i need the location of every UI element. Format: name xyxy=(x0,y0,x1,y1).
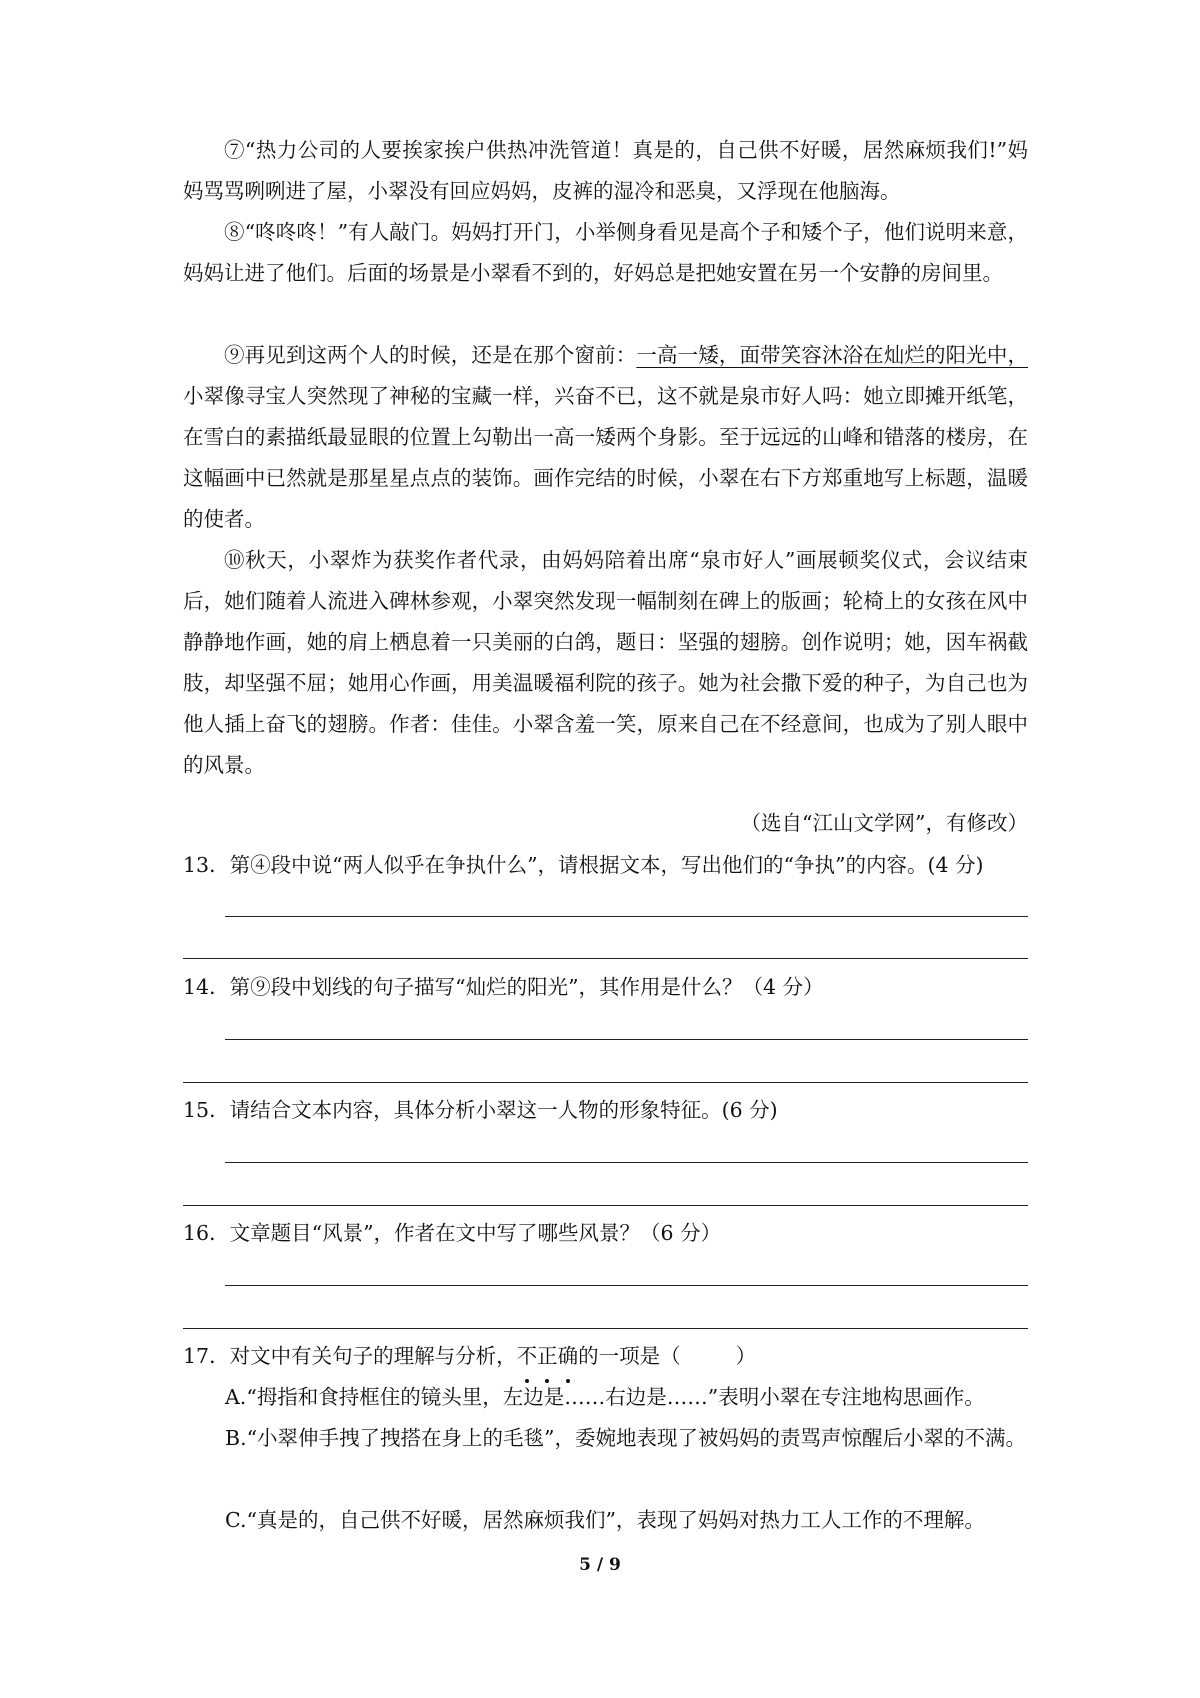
source-citation: （选自“江山文学网”，有修改） xyxy=(740,811,1028,835)
paragraph-9-lead: ⑨再见到这两个人的时候，还是在那个窗前： xyxy=(224,343,637,367)
question-14: 14．第⑨段中划线的句子描写“灿烂的阳光”，其作用是什么？（4 分） xyxy=(183,975,824,999)
paragraph-9 xyxy=(183,335,1028,540)
paragraph-7: ⑦“热力公司的人要挨家挨户供热冲洗管道！真是的，自己供不好暖，居然麻烦我们!”妈妈骂骂咧咧进了屋，小翠没有回应妈妈，皮裤的湿冷和恶臭，又浮现在他脑海。 xyxy=(183,138,1028,203)
question-17-close: ） xyxy=(735,1344,757,1368)
answer-line[interactable] xyxy=(183,1328,1028,1329)
option-c: C.“真是的，自己供不好暖，居然麻烦我们”，表现了妈妈对热力工人工作的不理解。 xyxy=(225,1508,985,1532)
option-a: A.“拇指和食持框住的镜头里，左边是……右边是……”表明小翠在专注地构思画作。 xyxy=(225,1385,985,1409)
answer-line[interactable] xyxy=(183,1082,1028,1083)
answer-line[interactable] xyxy=(183,958,1028,959)
answer-line[interactable] xyxy=(183,1205,1028,1206)
question-17-suffix: 的一项是（ xyxy=(578,1344,681,1368)
underlined-sentence: 一高一矮，面带笑容沐浴在灿烂的阳光中， xyxy=(636,343,1029,367)
question-17 xyxy=(183,1336,756,1377)
question-13: 13．第④段中说“两人似乎在争执什么”，请根据文本，写出他们的“争执”的内容。(4 分) xyxy=(183,853,984,877)
answer-line[interactable] xyxy=(225,1162,1028,1163)
answer-line[interactable] xyxy=(225,916,1028,917)
page-number: 5 / 9 xyxy=(579,1555,621,1575)
question-16: 16．文章题目“风景”，作者在文中写了哪些风景？（6 分） xyxy=(183,1221,722,1245)
answer-line[interactable] xyxy=(225,1285,1028,1286)
answer-line[interactable] xyxy=(225,1039,1028,1040)
paragraph-8: ⑧“咚咚咚！”有人敲门。妈妈打开门，小举侧身看见是高个子和矮个子，他们说明来意，妈妈让进了他们。后面的场景是小翠看不到的，好妈总是把她安置在另一个安静的房间里。 xyxy=(183,220,1028,285)
emphasis-char: 确 xyxy=(558,1336,579,1377)
option-b: B.“小翠伸手拽了拽搭在身上的毛毯”，委婉地表现了被妈妈的责骂声惊醒后小翠的不满。 xyxy=(225,1426,1027,1450)
emphasis-char: 不 xyxy=(517,1336,538,1377)
paragraph-10: ⑩秋天，小翠炸为获奖作者代录，由妈妈陪着出席“泉市好人”画展顿奖仪式，会议结束后，她们随着人流进入碑林参观，小翠突然发现一幅制刻在碑上的版画；轮椅上的女孩在风中静静地作画，她的肩上栖息着一只美丽的白鸽，题日：坚强的翅膀。创作说明；她，因车祸截肢，却坚强不屈；她用心作画，用美温暖福利院的孩子。她为社会撒下爱的种子，为自己也为他人插上奋飞的翅膀。作者：佳佳。小翠含羞一笑，原来自己在不经意间，也成为了别人眼中的风景。 xyxy=(183,548,1028,777)
emphasis-char: 正 xyxy=(537,1336,558,1377)
question-15: 15．请结合文本内容，具体分析小翠这一人物的形象特征。(6 分) xyxy=(183,1098,778,1122)
question-17-prefix: 17．对文中有关句子的理解与分析， xyxy=(183,1344,517,1368)
paragraph-9-rest: 小翠像寻宝人突然现了神秘的宝藏一样，兴奋不已，这不就是泉市好人吗：她立即摊开纸笔，在雪白的素描纸最显眼的位置上勾勒出一高一矮两个身影。至于远远的山峰和错落的楼房，在这幅画中已然就是那星星点点的装饰。画作完结的时候，小翠在右下方郑重地写上标题，温暖的使者。 xyxy=(183,384,1028,531)
